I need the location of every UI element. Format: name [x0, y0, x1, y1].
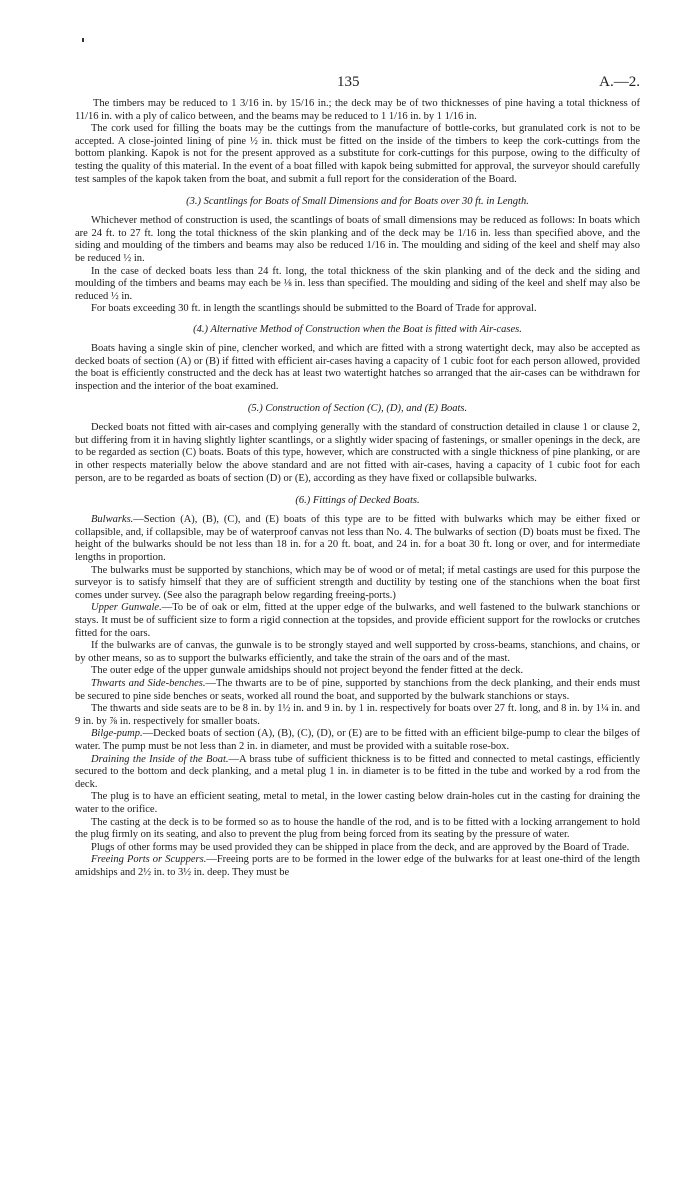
section-heading: (6.) Fittings of Decked Boats. — [295, 495, 420, 507]
paragraph-text: The thwarts and side seats are to be 8 in. by 1½ in. and 9 in. by 1 in. respectively for boats over 27 ft. long, and 8 in. by 1¼ in. and 9 in. by ⅞ in. respectively for smaller boats. — [75, 703, 640, 727]
fitting-paragraph — [75, 842, 640, 855]
paragraph-text: The bulwarks must be supported by stanchions, which may be of wood or of metal; if metal castings are used for this purpose the surveyor is to satisfy himself that they are of sufficient strength and ductility by testing one of the stanchions when the boat first comes under survey. (See also the paragraph below regarding freeing-ports.) — [75, 564, 640, 601]
page-reference: A.—2. — [599, 74, 640, 90]
run-in-heading: Bulwarks. — [91, 514, 134, 526]
paragraph: For boats exceeding 30 ft. in length the scantlings should be submitted to the Board of Trade for approval. — [91, 303, 537, 315]
run-in-heading: Draining the Inside of the Boat. — [91, 753, 229, 765]
section-heading: (5.) Construction of Section (C), (D), and (E) Boats. — [247, 403, 468, 415]
paragraph: Boats having a single skin of pine, clencher worked, and which are fitted with a strong watertight deck, may also be accepted as decked boats of section (A) or (B) if fitted with efficient air-cases having a capacity of 1 cubic foot for each person allowed, provided the boat is efficiently constructed and the deck has at least two watertight hatches so arranged that the air-cases can be withdrawn for inspection and the interior of the boat examined. — [75, 342, 640, 392]
page-number: 135 — [337, 74, 360, 90]
fitting-paragraph — [75, 602, 640, 640]
fitting-paragraph — [75, 791, 640, 816]
paragraph-text: If the bulwarks are of canvas, the gunwale is to be strongly stayed and well supported by cross-beams, stanchions, and chains, or by other means, so as to support the bulwarks efficiently, and take the strain of the oars and of the mast. — [75, 640, 640, 664]
fitting-paragraph — [75, 817, 640, 842]
fitting-paragraph — [75, 678, 640, 703]
paragraph: The cork used for filling the boats may be the cuttings from the manufacture of bottle-corks, but granulated cork is not to be accepted. A close-jointed lining of pine ½ in. thick must be fitted on the inside of the timbers to keep the cork-cuttings from the bottom planking. Kapok is not for the present approved as a substitute for cork-cuttings for this purpose, owing to the difficulty of testing the quality of this material. In the event of a boat filled with kapok being submitted for approval, the surveyor should carefully test samples of the kapok taken from the boat, and submit a full report for the consideration of the Board. — [75, 123, 640, 185]
document-page — [75, 72, 640, 879]
paragraph-text: —To be of oak or elm, fitted at the upper edge of the bulwarks, and well fastened to the bulwark stanchions or stays. It must be of sufficient size to form a rigid connection at the topsides, and provide efficient support for the rowlocks or crutches fitted for the oars. — [75, 602, 640, 639]
paragraph-text: —The thwarts are to be of pine, supported by stanchions from the deck planking, and their ends must be secured to pine side benches or seats, worked all round the boat, and supported by the bulwark stanchions or stays. — [75, 677, 640, 702]
fitting-paragraph — [75, 703, 640, 728]
paragraph: Whichever method of construction is used, the scantlings of boats of small dimensions may be reduced as follows: In boats which are 24 ft. to 27 ft. long the total thickness of the skin planking and of the deck may be 1/16 in. less than specified above, and the siding and moulding of the timbers and beams may also be reduced 1/16 in. The moulding and siding of the keel and shelf may also be reduced ½ in. — [75, 215, 640, 264]
paragraph: Decked boats not fitted with air-cases and complying generally with the standard of construction detailed in clause 1 or clause 2, but differing from it in having slightly lighter scantlings, or a slightly wider spacing of fastenings, or smaller openings in the deck, are to be regarded as section (C) boats. Boats of this type, however, which are constructed with a single thickness of pine planking, or are in other respects materially below the above standard and are not fitted with air-cases, having a capacity of 1 cubic foot for each person, are to be regarded as boats of section (D) or (E), according as they have fixed or collapsible bulwarks. — [75, 422, 640, 484]
page-header — [75, 72, 640, 98]
fitting-paragraph — [75, 565, 640, 603]
fitting-paragraph — [75, 640, 640, 665]
paragraph-text: —Freeing ports are to be formed in the lower edge of the bulwarks for at least one-third of the length amidships and 2½ in. to 3½ in. deep. They must be — [75, 854, 640, 878]
run-in-heading: Thwarts and Side-benches. — [91, 677, 206, 689]
paragraph-text: Plugs of other forms may be used provided they can be shipped in place from the deck, and are approved by the Board of Trade. — [91, 841, 630, 853]
fitting-paragraph — [75, 754, 640, 792]
paragraph: In the case of decked boats less than 24 ft. long, the total thickness of the skin planking and of the deck and the siding and moulding of the timbers and beams may each be ⅛ in. less than specified. The moulding and siding of the keel and shelf may also be reduced ½ in. — [75, 265, 640, 302]
run-in-heading: Upper Gunwale. — [91, 602, 162, 614]
section-heading: (3.) Scantlings for Boats of Small Dimensions and for Boats over 30 ft. in Length. — [186, 196, 529, 208]
scan-speck — [82, 38, 84, 42]
paragraph-text: The casting at the deck is to be formed so as to house the handle of the rod, and is to be fitted with a locking arrangement to hold the plug firmly on its seating, and also to prevent the plug from being forced from its seating by the pressure of water. — [75, 816, 640, 841]
run-in-heading: Bilge-pump. — [91, 728, 143, 740]
fitting-paragraph — [75, 854, 640, 879]
section-heading: (4.) Alternative Method of Construction when the Boat is fitted with Air-cases. — [193, 323, 522, 335]
paragraph-text: —Decked boats of section (A), (B), (C), (D), or (E) are to be fitted with an efficient bilge-pump to clear the bilges of water. The pump must be not less than 2 in. in diameter, and must be provided with a suitable rose-box. — [75, 728, 640, 752]
run-in-heading: Freeing Ports or Scuppers. — [91, 854, 207, 866]
paragraph: The timbers may be reduced to 1 3/16 in. by 15/16 in.; the deck may be of two thicknesses of pine having a total thickness of 11/16 in. with a ply of calico between, and the beams may be reduced to 1 1/16 in. by 1 1/16 in. — [75, 98, 640, 122]
fitting-paragraph — [75, 728, 640, 753]
fitting-paragraph — [75, 665, 640, 678]
paragraph-text: —A brass tube of sufficient thickness is to be fitted and connected to metal castings, efficiently secured to the bottom and deck planking, and a metal plug 1 in. in diameter is to be fitted in the tube and worked by a rod from the deck. — [75, 753, 640, 790]
paragraph-text: The plug is to have an efficient seating, metal to metal, in the lower casting below drain-holes cut in the casting for draining the water to the orifice. — [75, 791, 640, 815]
fitting-paragraph — [75, 514, 640, 564]
paragraph-text: —Section (A), (B), (C), and (E) boats of this type are to be fitted with bulwarks which may be either fixed or collapsible, and, if collapsible, may be of waterproof canvas not less than No. 4. The bulwarks of section (D) boats must be fixed. The height of the bulwarks should be not less than 18 in. for a 20 ft. boat, and 24 in. for a boat 30 ft. long or over, and for intermediate lengths in proportion. — [75, 514, 640, 564]
paragraph-text: The outer edge of the upper gunwale amidships should not project beyond the fender fitted at the deck. — [91, 665, 524, 677]
